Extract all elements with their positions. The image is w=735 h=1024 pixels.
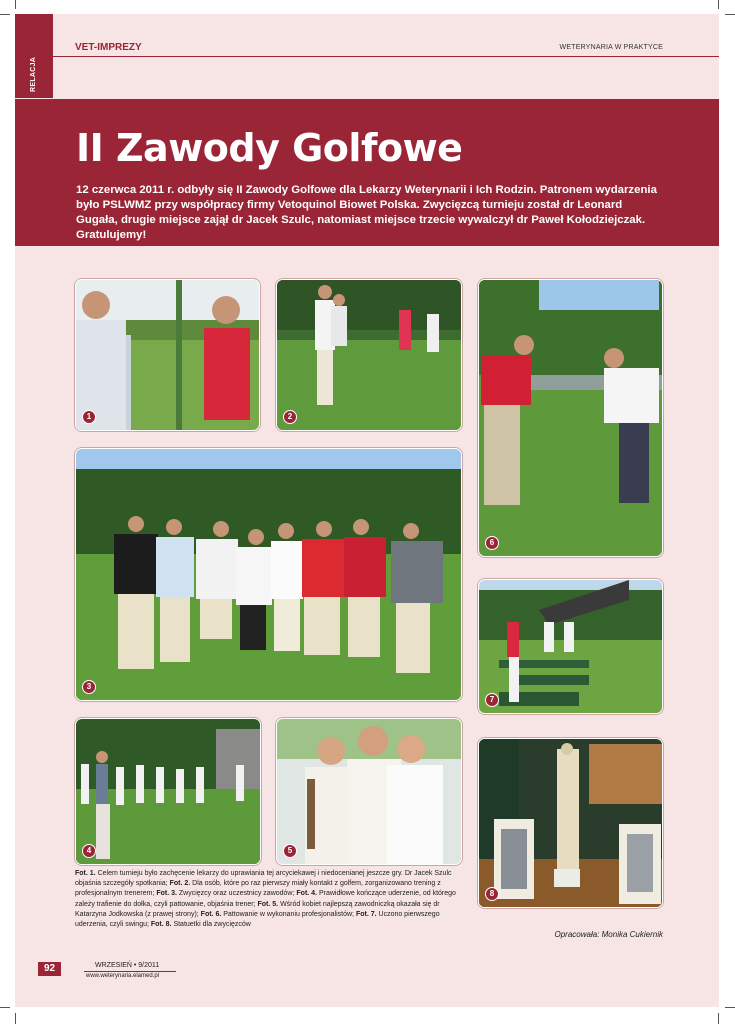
page-number: 92 xyxy=(38,962,61,976)
photo-number: 7 xyxy=(485,693,499,707)
caption-label: Fot. 2. xyxy=(169,880,191,888)
footer-rule xyxy=(84,971,176,972)
crop-mark xyxy=(718,1013,719,1024)
photo-5 xyxy=(276,718,462,865)
photo-number: 8 xyxy=(485,887,499,901)
crop-mark xyxy=(718,0,719,9)
caption-text: Dla osób, które po raz pierwszy miały kontakt z golfem, zorganizowano trening z profesjonalnym trenerem; xyxy=(75,880,441,898)
header-rule xyxy=(53,56,719,57)
photo-number: 1 xyxy=(82,410,96,424)
magazine-name: WETERYNARIA W PRAKTYCE xyxy=(559,44,663,51)
crop-mark xyxy=(15,1013,16,1024)
article-title: II Zawody Golfowe xyxy=(76,126,463,170)
photo-1 xyxy=(75,279,260,431)
author-credit: Opracowała: Monika Cukiernik xyxy=(554,930,663,939)
photo-4 xyxy=(75,718,261,865)
caption-text: Pattowanie w wykonaniu profesjonalistów; xyxy=(221,910,356,918)
crop-mark xyxy=(15,0,16,9)
photo-number: 4 xyxy=(82,844,96,858)
photo-2 xyxy=(276,279,462,431)
caption-text: Wśród kobiet najlepszą zawodniczką okazała się dr Katarzyna Jodkowska (z prawej strony); xyxy=(75,900,440,918)
section-tag: VET-IMPREZY xyxy=(75,42,142,53)
issue-date: WRZESIEŃ • 9/2011 xyxy=(95,962,160,969)
caption-text: Statuetki dla zwycięzców xyxy=(171,921,251,929)
caption-text: Celem turnieju było zachęcenie lekarzy do uprawiania tej arcyciekawej i niedocenianej jeszcze gry. Dr Jacek Szulc objaśnia szczegóły spotkania; xyxy=(75,870,452,888)
crop-mark xyxy=(725,1007,735,1008)
caption-label: Fot. 3. xyxy=(156,890,177,898)
article-lead: 12 czerwca 2011 r. odbyły się II Zawody Golfowe dla Lekarzy Weterynarii i Ich Rodzin. Patronem wydarzenia było PSLWMZ przy współpracy firmy Vetoquinol Biowet Polska. Zwycięzcą turnieju został dr Leonard Gugała, drugie miejsce zajął dr Jacek Szulc, natomiast miejsce trzecie wywalczył dr Paweł Kołodziejczak. Gratulujemy! xyxy=(76,184,657,241)
caption-label: Fot. 1. xyxy=(75,870,96,877)
photo-number: 5 xyxy=(283,844,297,858)
photo-6 xyxy=(478,279,663,557)
caption-text: Prawidłowe kończące uderzenie, od którego zależy trafienie do dołka, czyli pattowanie, objaśnia trener; xyxy=(75,890,456,908)
photo-number: 6 xyxy=(485,536,499,550)
caption-label: Fot. 5. xyxy=(257,900,279,908)
side-label: RELACJA xyxy=(30,56,37,92)
caption-label: Fot. 4. xyxy=(296,890,318,898)
crop-mark xyxy=(0,1007,10,1008)
crop-mark xyxy=(0,14,10,15)
photo-captions xyxy=(75,869,467,930)
caption-label: Fot. 8. xyxy=(150,921,172,929)
photo-number: 2 xyxy=(283,410,297,424)
website-link[interactable]: www.weterynaria.elamed.pl xyxy=(86,973,160,979)
caption-label: Fot. 6. xyxy=(200,910,222,918)
crop-mark xyxy=(725,14,735,15)
photo-3 xyxy=(75,448,462,701)
caption-text: Zwycięzcy oraz uczestnicy zawodów; xyxy=(176,890,297,898)
photo-8 xyxy=(478,738,663,908)
photo-number: 3 xyxy=(82,680,96,694)
caption-text: Uczono pierwszego uderzenia, czyli swingu; xyxy=(75,910,440,929)
caption-label: Fot. 7. xyxy=(355,910,377,918)
photo-7 xyxy=(478,579,663,714)
